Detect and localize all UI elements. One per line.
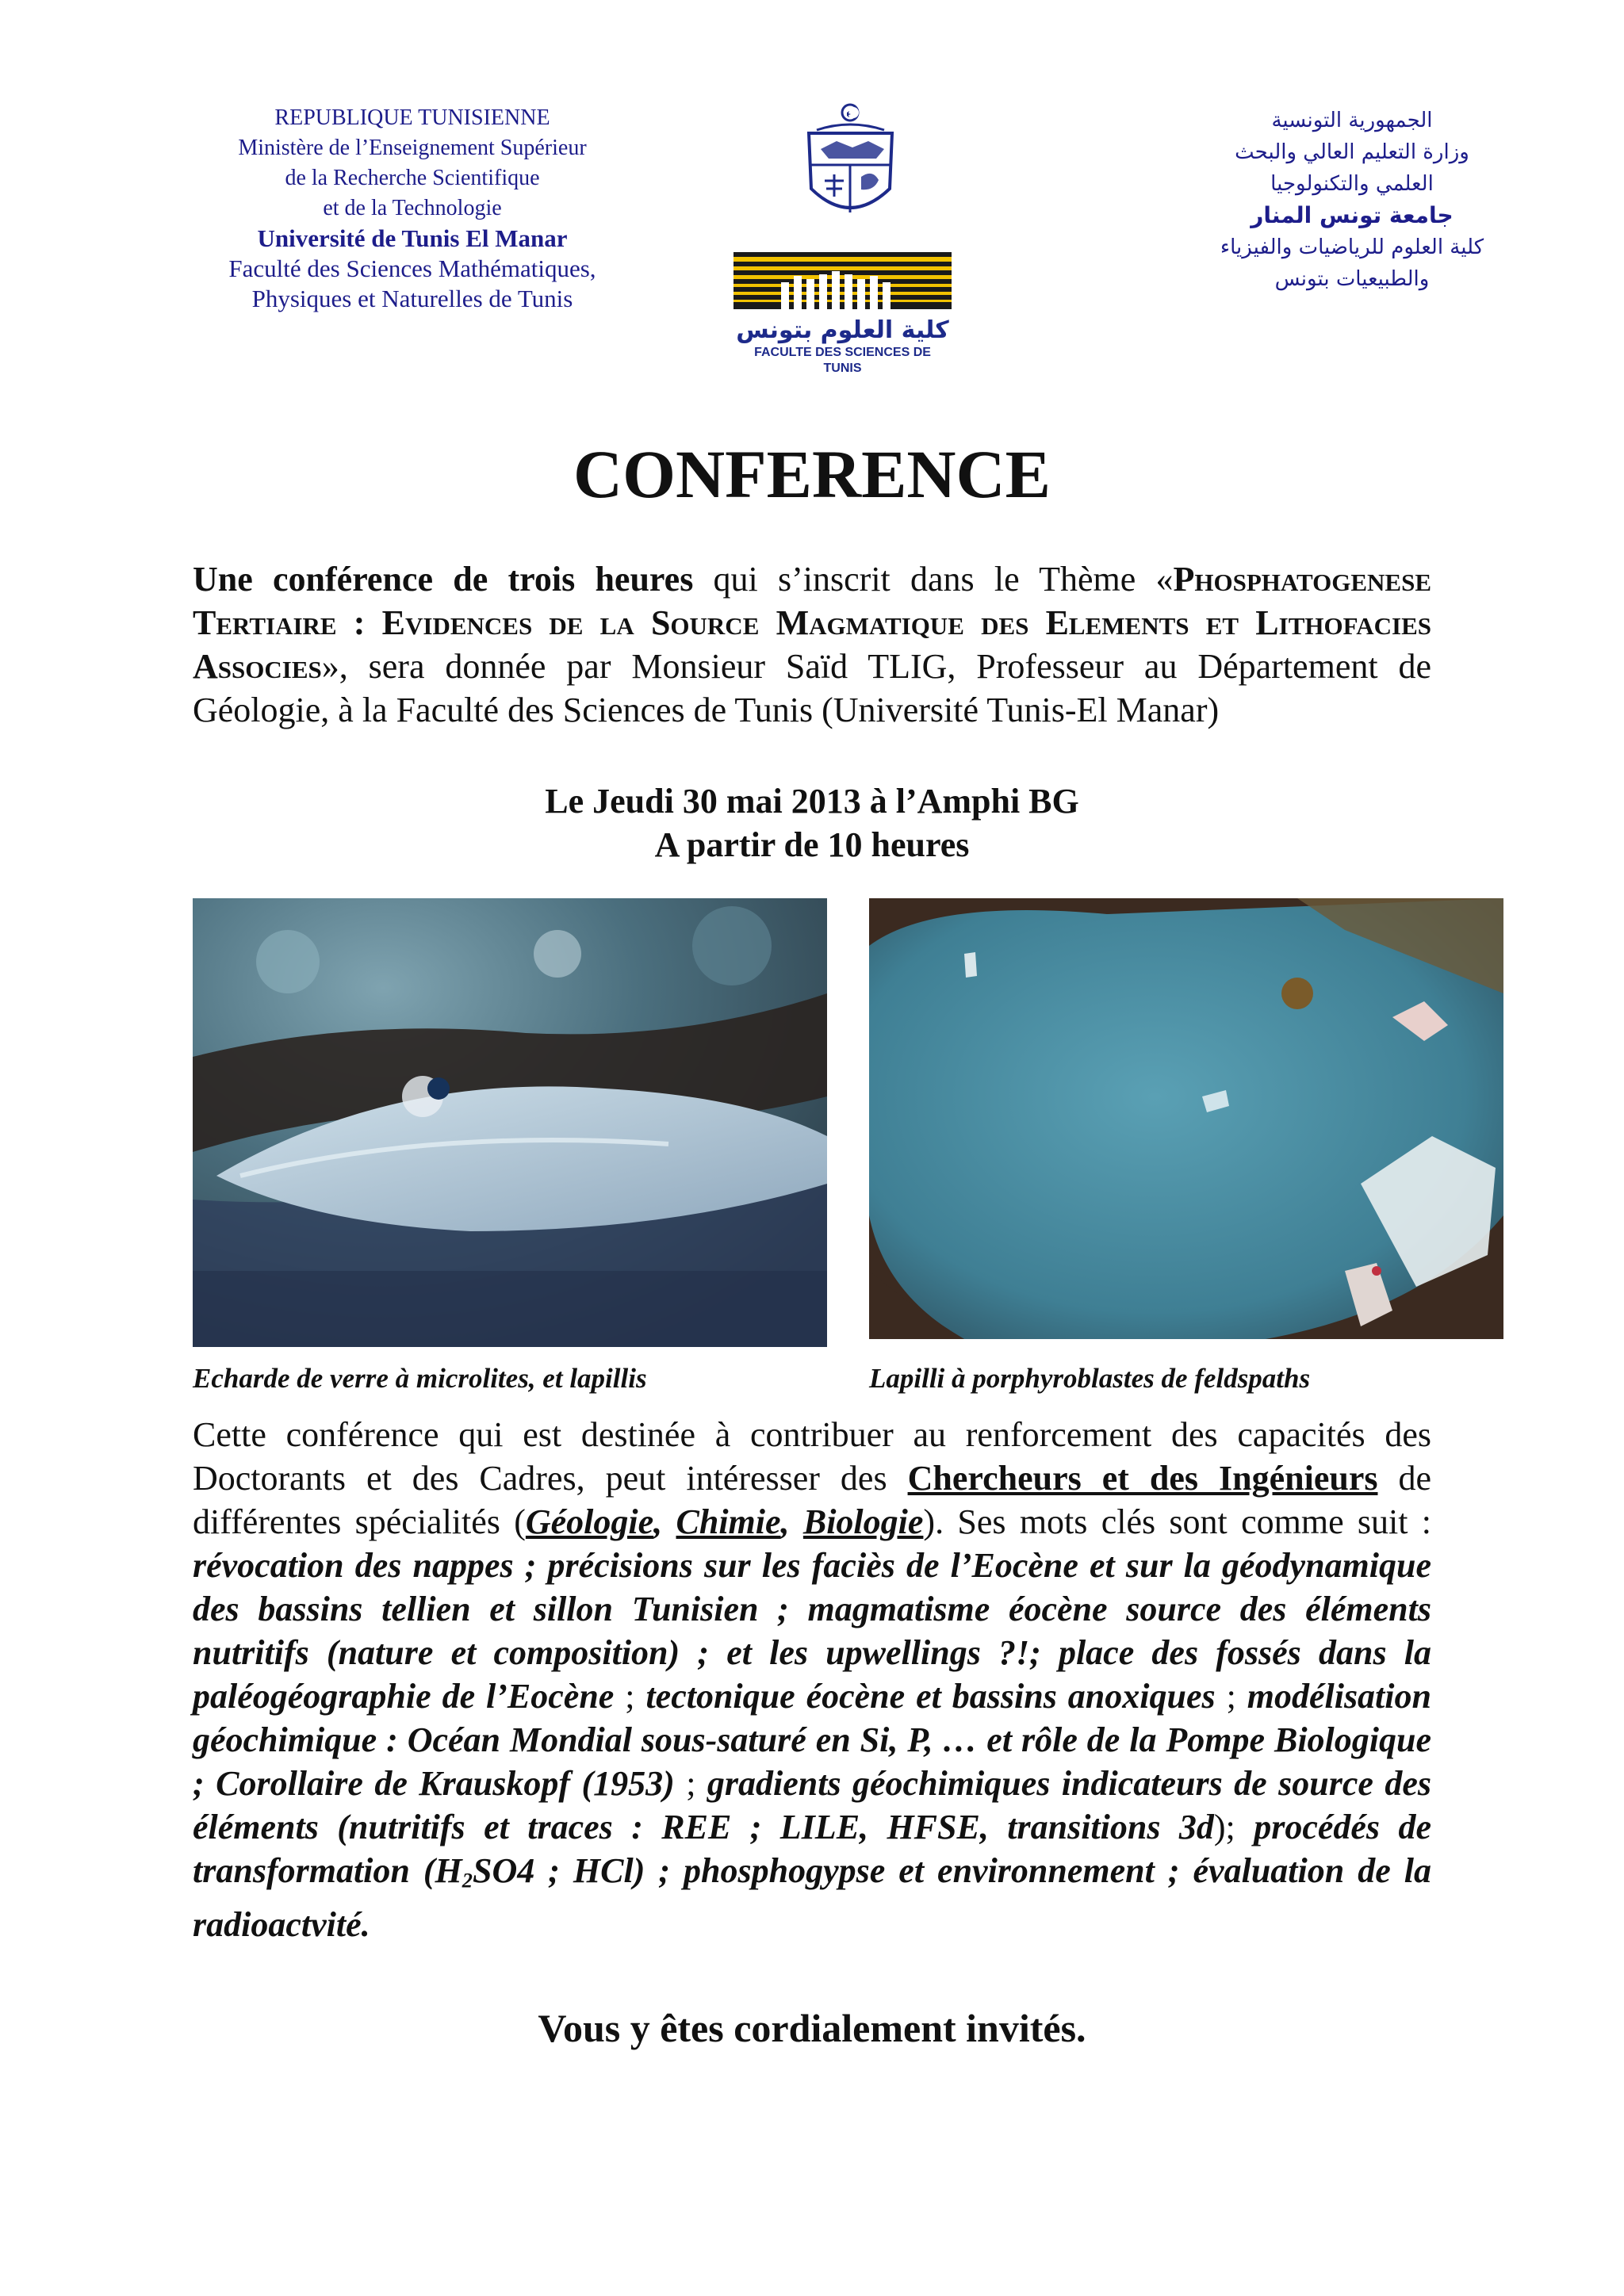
desc-text: ). Ses mots clés sont comme suit :	[923, 1502, 1432, 1541]
event-time: A partir de 10 heures	[654, 825, 970, 864]
rock-photo-lapilli	[869, 898, 1503, 1339]
intro-text: qui s’inscrit dans le Thème «	[693, 560, 1174, 599]
keywords-5: procédés de transformation (H	[193, 1808, 1431, 1890]
event-date: Le Jeudi 30 mai 2013 à l’Amphi BG	[545, 782, 1079, 821]
conference-theme: Phosphatogenese Tertiaire : Evidences de la Source Magmatique des Elements et Lithofacies Associes	[193, 560, 1431, 686]
header-line: REPUBLIQUE TUNISIENNE	[274, 105, 550, 130]
specialty-biology: Biologie	[802, 1502, 924, 1541]
university-name: Université de Tunis El Manar	[257, 224, 568, 252]
keywords-1: révocation des nappes ; précisions sur les faciès de l’Eocène et sur la géodynamique des bassins tellien et sillon Tunisien ; magmatisme éocène source des éléments nutritifs (nature et composition) ; et les upwellings ?!; place des fossés dans la paléogéographie de l’Eocène	[193, 1546, 1431, 1716]
intro-lead: Une conférence de trois heures	[193, 560, 694, 599]
target-audience: Chercheurs et des Ingénieurs	[907, 1459, 1378, 1498]
page-title: CONFERENCE	[573, 436, 1051, 512]
intro-paragraph	[193, 557, 1431, 732]
faculty-name-cont: Physiques et Naturelles de Tunis	[251, 285, 573, 312]
specialty-geology: Géologie	[525, 1502, 654, 1541]
photo-caption-2: Lapilli à porphyroblastes de feldspaths	[869, 1363, 1311, 1394]
keywords-2: tectonique éocène et bassins anoxiques	[645, 1677, 1216, 1716]
header-line: العلمي والتكنولوجيا	[1270, 172, 1434, 196]
faculty-name: Faculté des Sciences Mathématiques,	[228, 254, 596, 282]
desc-text: Cette conférence qui est destinée à contribuer au renforcement des capacités des Doctorants et des Cadres, peut intéresser des	[193, 1415, 1431, 1498]
subscript: 2	[462, 1868, 473, 1892]
intro-text-end: », sera donnée par Monsieur Saïd TLIG, Professeur au Département de Géologie, à la Faculté des Sciences de Tunis (Université Tunis-El Manar)	[193, 647, 1431, 729]
university-name-ar: جامعة تونس المنار	[1251, 202, 1454, 228]
specialty-chemistry: Chimie	[676, 1502, 781, 1541]
desc-text: de différentes spécialités (	[193, 1459, 1432, 1541]
keywords-4: gradients géochimiques indicateurs de source des éléments (nutritifs et traces : REE ; LILE, HFSE, transitions 3d	[193, 1764, 1431, 1846]
header-line: وزارة التعليم العالي والبحث	[1235, 140, 1469, 164]
rock-photo-glass-shard	[193, 898, 827, 1347]
closing-invitation: Vous y êtes cordialement invités.	[538, 2006, 1086, 2050]
separator: ,	[653, 1502, 676, 1541]
separator: );	[1213, 1808, 1254, 1846]
header-line: Ministère de l’Enseignement Supérieur	[238, 136, 587, 160]
faculty-logo	[733, 252, 952, 379]
separator: ;	[674, 1764, 707, 1803]
keywords-3: modélisation géochimique : Océan Mondial sous-saturé en Si, P, … et rôle de la Pompe Biologique ; Corollaire de Krauskopf (1953)	[193, 1677, 1431, 1803]
logo-arabic-text: كلية العلوم بتونس	[736, 316, 949, 344]
header-line: والطبيعيات بتونس	[1274, 267, 1430, 291]
logo-french-text: FACULTE DES SCIENCES DE TUNIS	[754, 346, 931, 375]
coat-of-arms-icon	[801, 101, 900, 228]
header-line: كلية العلوم للرياضيات والفيزياء	[1220, 235, 1484, 259]
photo-caption-1: Echarde de verre à microlites, et lapillis	[193, 1363, 647, 1394]
header-line: الجمهورية التونسية	[1271, 109, 1433, 132]
header-institution-ar	[1182, 105, 1522, 295]
keywords-5-end: SO4 ; HCl) ; phosphogypse et environnement ; évaluation de la radioactvité.	[193, 1851, 1431, 1944]
separator: ;	[614, 1677, 646, 1716]
separator: ,	[780, 1502, 803, 1541]
header-institution-fr	[159, 103, 666, 314]
description-paragraph	[193, 1413, 1431, 1946]
header-line: de la Recherche Scientifique	[285, 166, 540, 190]
header-line: et de la Technologie	[323, 196, 502, 220]
faculty-logo-icon	[733, 252, 952, 309]
separator: ;	[1215, 1677, 1247, 1716]
